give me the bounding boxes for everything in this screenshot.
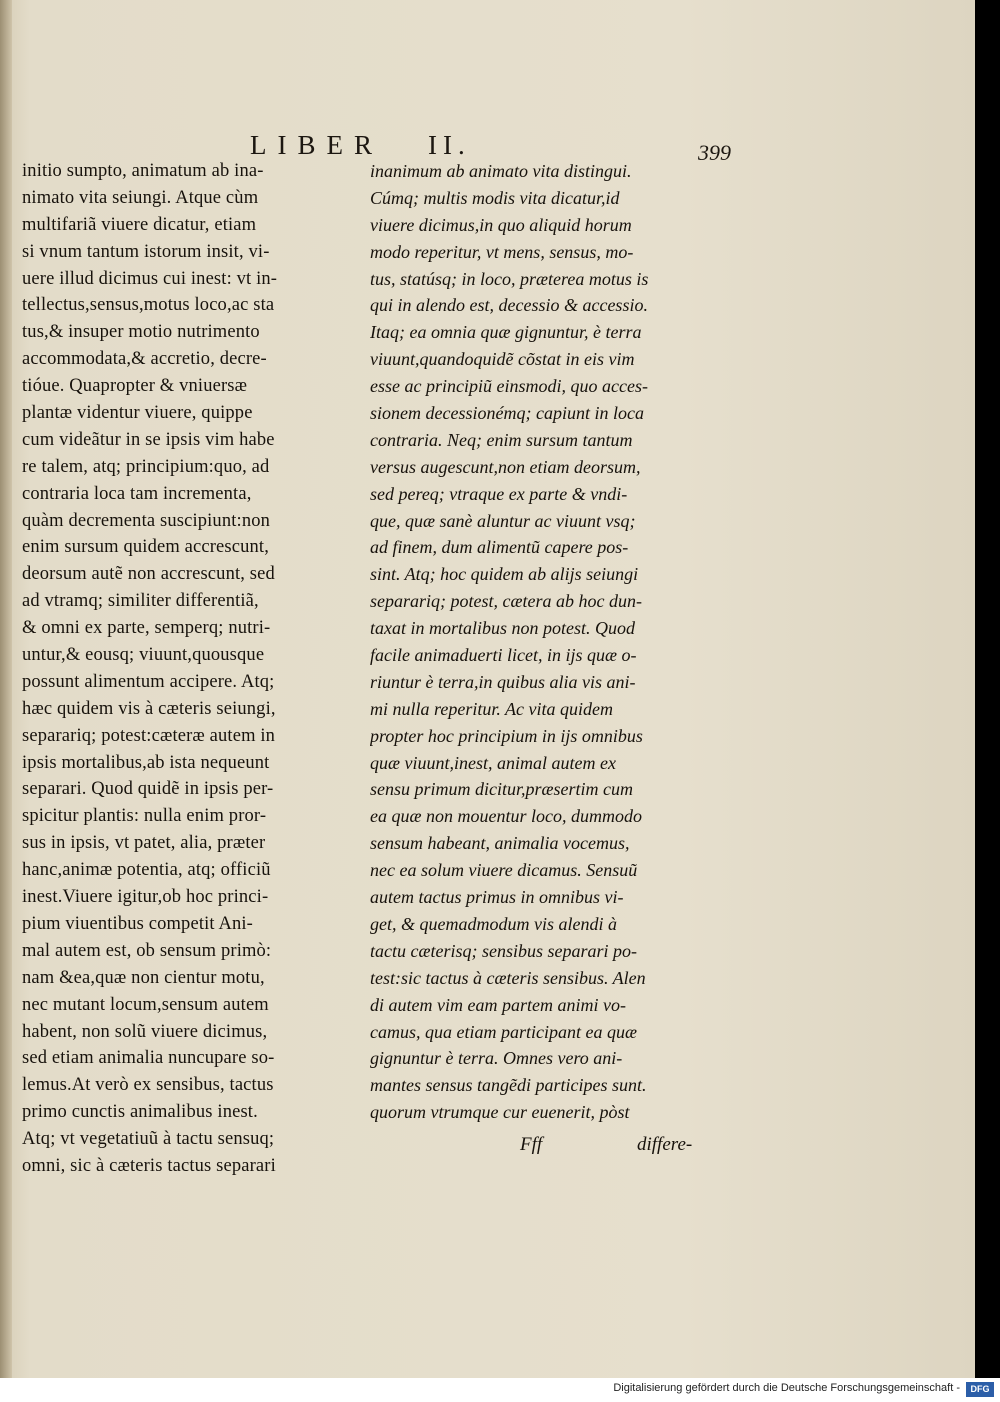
text-line: separariq; potest:cæteræ autem in — [22, 725, 276, 746]
text-line: hanc,animæ potentia, atq; officiũ — [22, 860, 271, 881]
catchword: differe- — [637, 1134, 693, 1155]
text-line: primo cunctis animalibus inest. — [22, 1102, 258, 1123]
text-line: sus in ipsis, vt patet, alia, præter — [22, 833, 266, 854]
text-line: hæc quidem vis à cæteris seiungi, — [22, 698, 276, 719]
text-line: gignuntur è terra. Omnes vero ani- — [370, 1048, 623, 1069]
page-gutter — [0, 0, 12, 1378]
text-line: viuere dicimus,in quo aliquid horum — [370, 214, 632, 235]
text-line: enim sursum quidem accrescunt, — [22, 537, 269, 558]
text-line: inest.Viuere igitur,ob hoc princi- — [22, 887, 269, 908]
text-line: sed pereq; vtraque ex parte & vndi- — [370, 483, 628, 504]
text-line: untur,& eousq; viuunt,quousque — [22, 645, 265, 666]
book-number: II. — [428, 130, 471, 160]
text-line: deorsum autẽ non accrescunt, sed — [22, 564, 275, 585]
text-line: accommodata,& accretio, decre- — [22, 349, 267, 370]
text-line: habent, non solũ viuere dicimus, — [22, 1021, 268, 1042]
text-line: lemus.At verò ex sensibus, tactus — [22, 1075, 274, 1096]
text-line: mi nulla reperitur. Ac vita quidem — [370, 698, 613, 719]
text-line: Cúmq; multis modis vita dicatur,id — [370, 187, 620, 208]
text-line: si vnum tantum istorum insit, vi- — [22, 241, 270, 262]
text-line: pium viuentibus competit Ani- — [22, 913, 253, 934]
text-line: cum videãtur in se ipsis vim habe — [22, 429, 275, 450]
text-line: mantes sensus tangẽdi participes sunt. — [370, 1075, 647, 1096]
text-line: test:sic tactus à cæteris sensibus. Alen — [370, 967, 646, 988]
text-line: re talem, atq; principium:quo, ad — [22, 456, 270, 477]
text-line: di autem vim eam partem animi vo- — [370, 994, 626, 1015]
text-line: contraria loca tam incrementa, — [22, 483, 252, 504]
text-line: plantæ videntur viuere, quippe — [22, 403, 253, 424]
text-line: nec mutant locum,sensum autem — [22, 994, 269, 1015]
text-line: taxat in mortalibus non potest. Quod — [370, 618, 635, 639]
text-line: possunt alimentum accipere. Atq; — [22, 671, 275, 692]
text-line: mal autem est, ob sensum primò: — [22, 940, 272, 961]
text-line: sensum habeant, animalia vocemus, — [370, 833, 630, 854]
text-line: separari. Quod quidẽ in ipsis per- — [22, 779, 274, 800]
text-line: viuunt,quandoquidẽ cõstat in eis vim — [370, 349, 635, 370]
text-line: tus, statúsq; in loco, præterea motus is — [370, 268, 649, 289]
text-line: Itaq; ea omnia quæ gignuntur, è terra — [370, 322, 642, 343]
text-line: multifariã viuere dicatur, etiam — [22, 214, 257, 235]
text-line: ad vtramq; similiter differentiã, — [22, 591, 259, 612]
text-line: facile animaduerti licet, in ijs quæ o- — [370, 645, 637, 666]
text-line: inanimum ab animato vita distingui. — [370, 161, 632, 181]
text-line: nec ea solum viuere dicamus. Sensuũ — [370, 860, 638, 881]
dfg-logo-icon: DFG — [966, 1382, 994, 1397]
text-line: esse ac principiũ einsmodi, quo acces- — [370, 376, 648, 397]
text-line: tellectus,sensus,motus loco,ac sta — [22, 295, 275, 316]
text-line: initio sumpto, animatum ab ina- — [22, 161, 264, 181]
text-line: Atq; vt vegetatiuũ à tactu sensuq; — [22, 1129, 275, 1150]
text-line: tactu cæterisq; sensibus separari po- — [370, 940, 637, 961]
text-line: versus augescunt,non etiam deorsum, — [370, 456, 641, 477]
text-line: spicitur plantis: nulla enim pror- — [22, 806, 267, 827]
text-line: quæ viuunt,inest, animal autem ex — [370, 752, 616, 773]
text-line: riuntur è terra,in quibus alia vis ani- — [370, 671, 636, 692]
text-line: contraria. Neq; enim sursum tantum — [370, 429, 633, 450]
text-line: modo reperitur, vt mens, sensus, mo- — [370, 241, 634, 262]
right-column-italic-text — [370, 158, 710, 1126]
left-column-latin-text — [22, 158, 364, 1180]
text-line: uere illud dicimus cui inest: vt in- — [22, 268, 278, 289]
text-line: autem tactus primus in omnibus vi- — [370, 887, 624, 908]
text-line: nimato vita seiungi. Atque cùm — [22, 187, 259, 208]
text-line: ea quæ non mouentur loco, dummodo — [370, 806, 642, 827]
text-line: nam &ea,quæ non cientur motu, — [22, 967, 265, 988]
text-line: get, & quemadmodum vis alendi à — [370, 913, 617, 934]
text-line: que, quæ sanè aluntur ac viuunt vsq; — [370, 510, 636, 531]
text-line: ad finem, dum alimentũ capere pos- — [370, 537, 629, 558]
page-footer-line — [370, 1134, 710, 1164]
digitization-credit-bar — [0, 1378, 1000, 1402]
text-line: quorum vtrumque cur euenerit, pòst — [370, 1102, 630, 1123]
text-line: sionem decessionémq; capiunt in loca — [370, 403, 644, 424]
text-line: omni, sic à cæteris tactus separari — [22, 1155, 276, 1176]
text-line: camus, qua etiam participant ea quæ — [370, 1021, 637, 1042]
text-line: separariq; potest, cætera ab hoc dun- — [370, 591, 642, 612]
text-line: qui in alendo est, decessio & accessio. — [370, 295, 648, 316]
text-line: quàm decrementa suscipiunt:non — [22, 510, 271, 531]
signature-mark: Fff — [520, 1134, 543, 1155]
text-line: tióue. Quapropter & vniuersæ — [22, 376, 248, 397]
text-line: tus,& insuper motio nutrimento — [22, 322, 260, 343]
text-line: propter hoc principium in ijs omnibus — [370, 725, 643, 746]
folio-number: 399 — [698, 140, 731, 165]
text-line: sint. Atq; hoc quidem ab alijs seiungi — [370, 564, 639, 585]
text-line: sed etiam animalia nuncupare so- — [22, 1048, 275, 1069]
credit-text: Digitalisierung gefördert durch die Deutsche Forschungsgemeinschaft - — [613, 1382, 960, 1394]
running-title: LIBER — [250, 130, 383, 160]
text-line: & omni ex parte, semperq; nutri- — [22, 618, 271, 639]
text-line: ipsis mortalibus,ab ista nequeunt — [22, 752, 270, 773]
text-line: sensu primum dicitur,præsertim cum — [370, 779, 634, 800]
